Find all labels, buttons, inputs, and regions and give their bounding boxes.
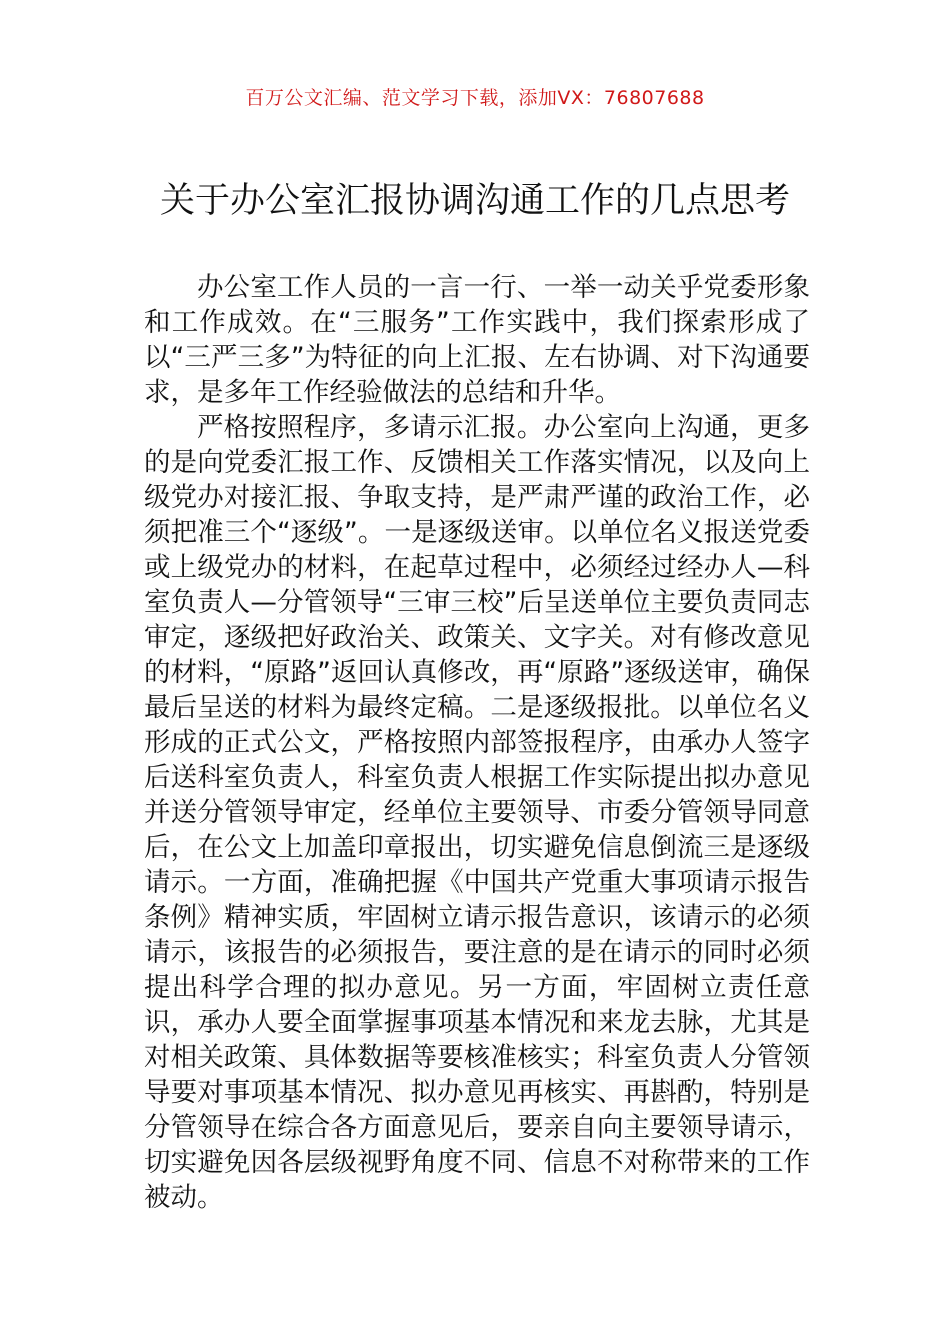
document-body [144, 270, 810, 1215]
paragraph-intro: 办公室工作人员的一言一行、一举一动关乎党委形象和工作成效。在“三服务”工作实践中，我们探索形成了以“三严三多”为特征的向上汇报、左右协调、对下沟通要求，是多年工作经验做法的总结和升华。 [144, 272, 810, 408]
document-title: 关于办公室汇报协调沟通工作的几点思考 [159, 181, 790, 221]
paragraph-reporting-procedure: 严格按照程序，多请示汇报。办公室向上沟通，更多的是向党委汇报工作、反馈相关工作落实情况，以及向上级党办对接汇报、争取支持，是严肃严谨的政治工作，必须把准三个“逐级”。一是逐级送审。以单位名义报送党委或上级党办的材料，在起草过程中，必须经过经办人—科室负责人—分管领导“三审三校”后呈送单位主要负责同志审定，逐级把好政治关、政策关、文字关。对有修改意见的材料，“原路”返回认真修改，再“原路”逐级送审，确保最后呈送的材料为最终定稿。二是逐级报批。以单位名义形成的正式公文，严格按照内部签报程序，由承办人签字后送科室负责人，科室负责人根据工作实际提出拟办意见并送分管领导审定，经单位主要领导、市委分管领导同意后，在公文上加盖印章报出，切实避免信息倒流三是逐级请示。一方面，准确把握《中国共产党重大事项请示报告条例》精神实质，牢固树立请示报告意识，该请示的必须请示，该报告的必须报告，要注意的是在请示的同时必须提出科学合理的拟办意见。另一方面，牢固树立责任意识，承办人要全面掌握事项基本情况和来龙去脉，尤其是对相关政策、具体数据等要核准核实；科室负责人分管领导要对事项基本情况、拟办意见再核实、再斟酌，特别是分管领导在综合各方面意见后，要亲自向主要领导请示，切实避免因各层级视野角度不同、信息不对称带来的工作被动。 [144, 412, 810, 1213]
header-download-note: 百万公文汇编、范文学习下载，添加VX：76807688 [245, 87, 705, 109]
